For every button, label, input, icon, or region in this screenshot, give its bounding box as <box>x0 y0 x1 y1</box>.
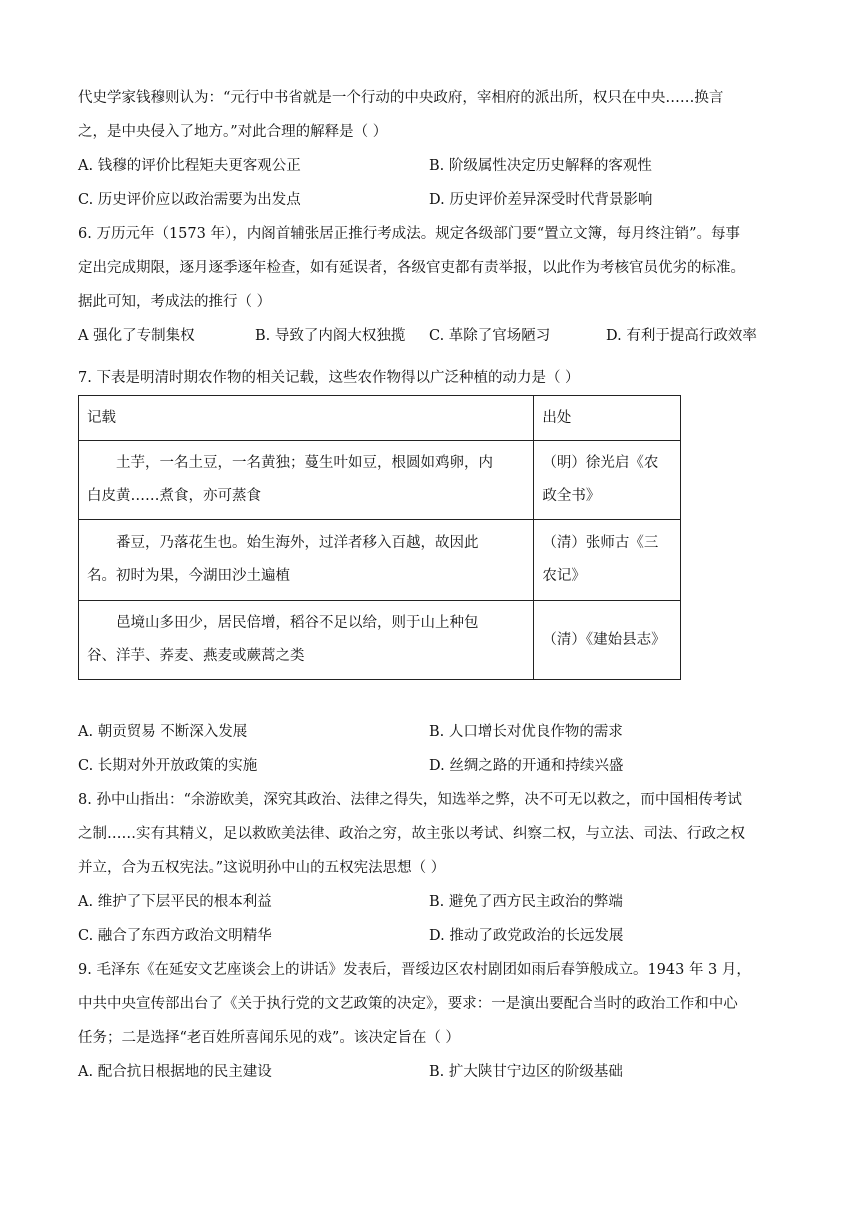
q5-option-b[interactable]: B. 阶级属性决定历史解释的客观性 <box>429 158 652 174</box>
table-cell-source <box>534 601 681 680</box>
record-text-line-2: 白皮黄……煮食，亦可蒸食 <box>87 488 261 504</box>
q9-stem-line-2: 中共中央宣传部出台了《关于执行党的文艺政策的决定》，要求：一是演出要配合当时的政治工作和中心 <box>78 996 738 1012</box>
table-header-row <box>79 396 681 441</box>
q7-option-c[interactable]: C. 长期对外开放政策的实施 <box>78 758 258 774</box>
q8-stem-line-2: 之制……实有其精义，足以救欧美法律、政治之穷，故主张以考试、纠察二权，与立法、司法、行政之权 <box>78 826 745 842</box>
q6-option-d[interactable]: D. 有利于提高行政效率 <box>606 328 757 344</box>
q8-stem-line-3: 并立，合为五权宪法。”这说明孙中山的五权宪法思想（ ） <box>78 860 446 876</box>
table-header-source: 出处 <box>534 396 681 441</box>
q5-option-c[interactable]: C. 历史评价应以政治需要为出发点 <box>78 192 301 208</box>
q7-option-b[interactable]: B. 人口增长对优良作物的需求 <box>429 724 623 740</box>
q5-option-d[interactable]: D. 历史评价差异深受时代背景影响 <box>429 192 653 208</box>
q6-stem-line-2: 定出完成期限，逐月逐季逐年检查，如有延误者，各级官吏都有责举报，以此作为考核官员优劣的标准。 <box>78 260 745 276</box>
source-text-line-2: 政全书》 <box>542 488 601 504</box>
table-row <box>79 441 681 520</box>
q8-option-b[interactable]: B. 避免了西方民主政治的弊端 <box>429 894 623 910</box>
source-text-line-1: （清）张师古《三 <box>542 535 659 551</box>
q8-option-c[interactable]: C. 融合了东西方政治文明精华 <box>78 928 272 944</box>
q6-option-b[interactable]: B. 导致了内阁大权独揽 <box>255 328 406 344</box>
q9-option-a[interactable]: A. 配合抗日根据地的民主建设 <box>78 1064 272 1080</box>
source-text-line-1: （清）《建始县志》 <box>542 631 666 648</box>
q8-stem-line-1: 8. 孙中山指出：“余游欧美，深究其政治、法律之得失，知选举之弊，决不可无以救之，而中国相传考试 <box>78 792 742 808</box>
table-cell-source <box>534 520 681 601</box>
table-row <box>79 520 681 601</box>
q6-stem-line-1: 6. 万历元年（1573 年），内阁首辅张居正推行考成法。规定各级部门要“置立文簿，每月终注销”。每事 <box>78 226 741 242</box>
table-cell-source <box>534 441 681 520</box>
q6-option-c[interactable]: C. 革除了官场陋习 <box>429 328 551 344</box>
q5-stem-line-1: 代史学家钱穆则认为：“元行中书省就是一个行动的中央政府，宰相府的派出所，权只在中央……换言 <box>78 90 724 106</box>
q5-option-a[interactable]: A. 钱穆的评价比程矩夫更客观公正 <box>78 158 301 174</box>
table-header-record: 记载 <box>79 396 534 441</box>
record-text-line-2: 名。初时为果，今湖田沙土遍植 <box>87 568 290 584</box>
q8-option-d[interactable]: D. 推动了政党政治的长远发展 <box>429 928 624 944</box>
record-text-line-1: 番豆，乃落花生也。始生海外，过洋者移入百越，故因此 <box>116 535 479 551</box>
table-cell-record <box>79 520 534 601</box>
q8-option-a[interactable]: A. 维护了下层平民的根本利益 <box>78 894 272 910</box>
record-text-line-2: 谷、洋芋、荞麦、燕麦或蕨蒿之类 <box>87 648 305 664</box>
q9-stem-line-3: 任务；二是选择“老百姓所喜闻乐见的戏”。该决定旨在（ ） <box>78 1030 460 1046</box>
table-row <box>79 601 681 680</box>
q9-stem-line-1: 9. 毛泽东《在延安文艺座谈会上的讲话》发表后，晋绥边区农村剧团如雨后春笋般成立。1943 年 3 月， <box>78 962 751 978</box>
record-text-line-1: 邑境山多田少，居民倍增，稻谷不足以给，则于山上种包 <box>116 615 479 631</box>
q7-stem: 7. 下表是明清时期农作物的相关记载，这些农作物得以广泛种植的动力是（ ） <box>78 370 580 386</box>
table-cell-record <box>79 441 534 520</box>
record-text-line-1: 土芋，一名土豆，一名黄独；蔓生叶如豆，根圆如鸡卵，内 <box>116 455 493 471</box>
q6-option-a[interactable]: A 强化了专制集权 <box>78 328 195 344</box>
table-cell-record <box>79 601 534 680</box>
q5-stem-line-2: 之，是中央侵入了地方。”对此合理的解释是（ ） <box>78 124 388 140</box>
q7-records-table <box>78 395 681 680</box>
q6-stem-line-3: 据此可知，考成法的推行（ ） <box>78 294 272 310</box>
q7-option-d[interactable]: D. 丝绸之路的开通和持续兴盛 <box>429 758 624 774</box>
source-text-line-1: （明）徐光启《农 <box>542 455 659 471</box>
q7-option-a[interactable]: A. 朝贡贸易 不断深入发展 <box>78 724 248 740</box>
q9-option-b[interactable]: B. 扩大陕甘宁边区的阶级基础 <box>429 1064 623 1080</box>
source-text-line-2: 农记》 <box>542 568 586 584</box>
